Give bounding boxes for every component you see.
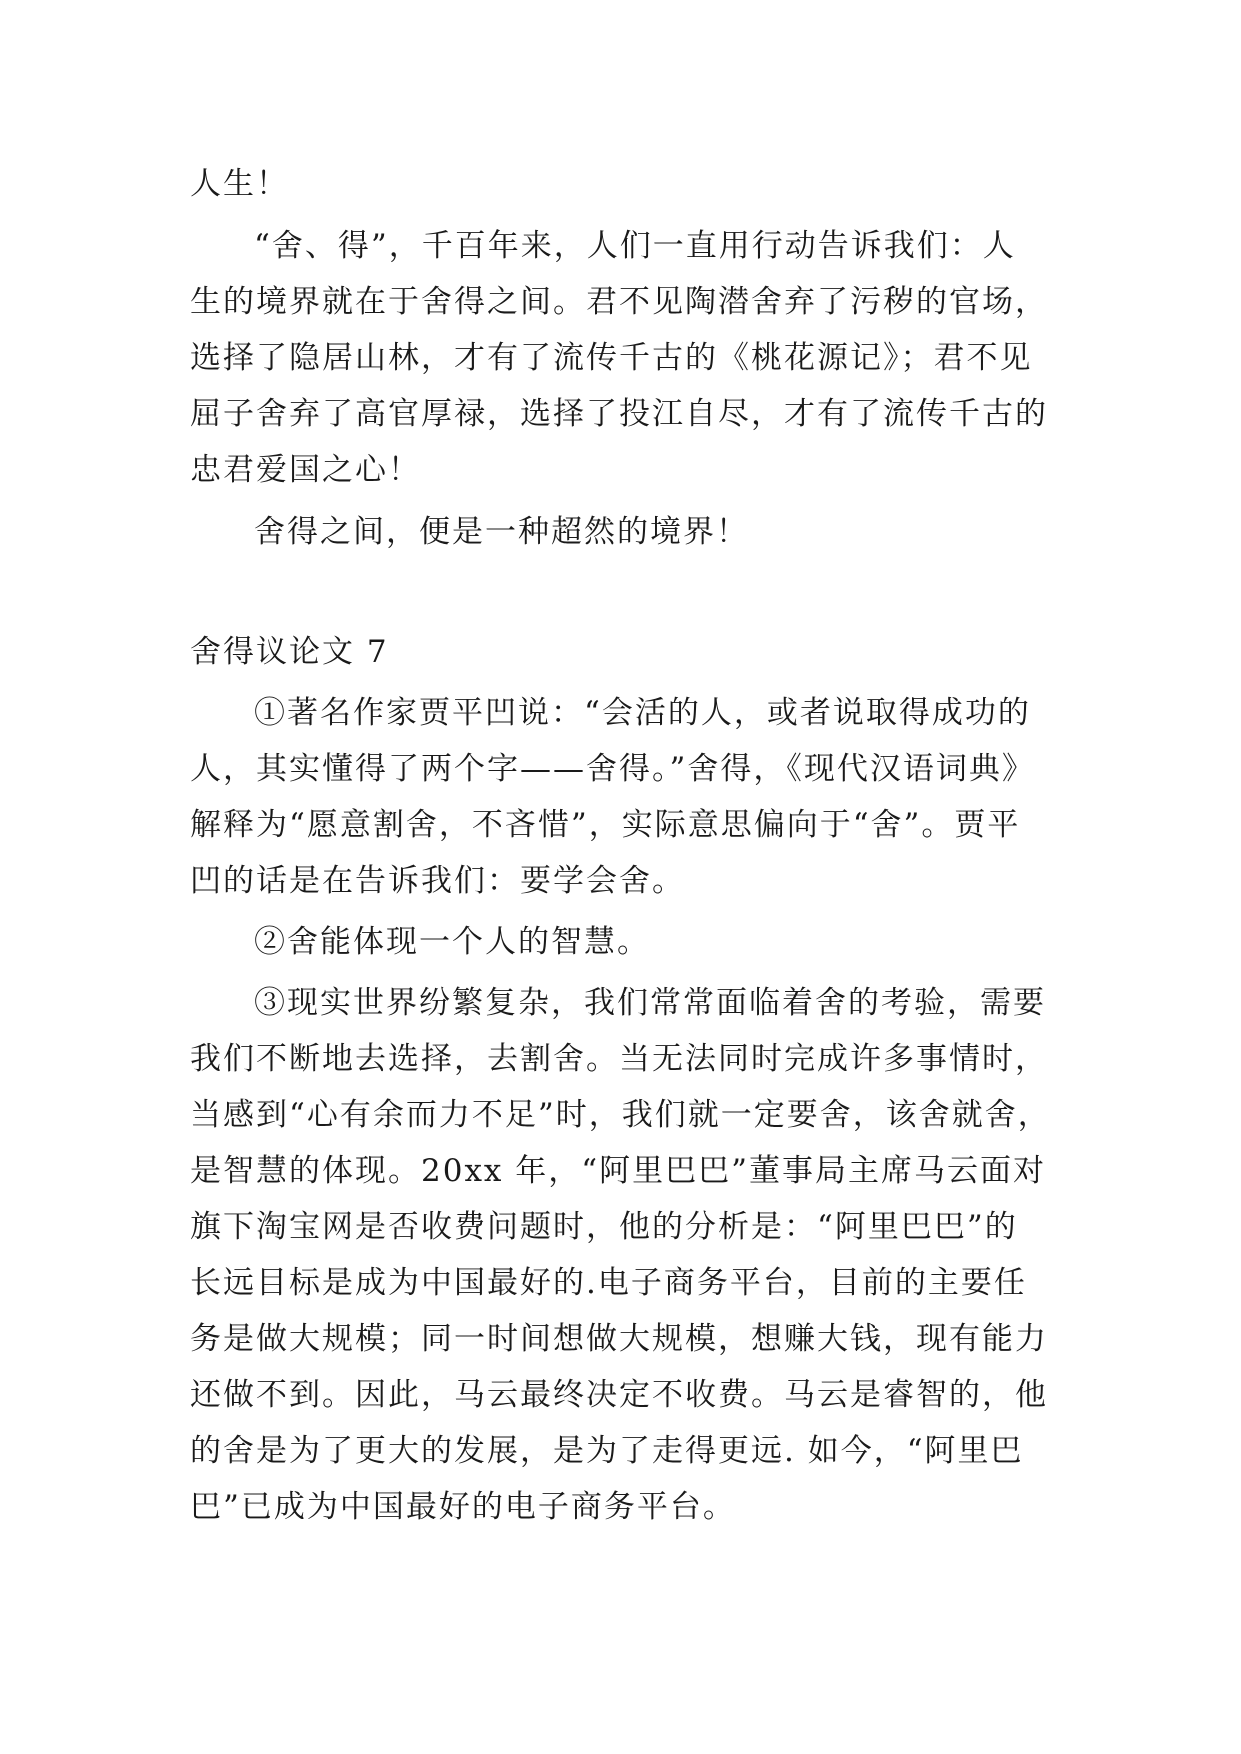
text-line: 忠君爱国之心！ xyxy=(190,452,421,488)
text-line: ③现实世界纷繁复杂，我们常常面临着舍的考验，需要 xyxy=(254,985,1046,1021)
text-line: 当感到“心有余而力不足”时，我们就一定要舍，该舍就舍， xyxy=(190,1097,1051,1133)
text-line: 凹的话是在告诉我们：要学会舍。 xyxy=(190,863,685,899)
text-line: 人生！ xyxy=(190,166,289,202)
text-line: 务是做大规模；同一时间想做大规模，想赚大钱，现有能力 xyxy=(190,1321,1048,1357)
text-line: 生的境界就在于舍得之间。君不见陶潜舍弃了污秽的官场， xyxy=(190,284,1048,320)
text-line: 长远目标是成为中国最好的.电子商务平台，目前的主要任 xyxy=(190,1265,1027,1301)
text-line: 舍得之间，便是一种超然的境界！ xyxy=(254,514,749,550)
text-line: 旗下淘宝网是否收费问题时，他的分析是：“阿里巴巴”的 xyxy=(190,1209,1018,1245)
section-title: 舍得议论文 7 xyxy=(190,634,389,670)
text-line: ②舍能体现一个人的智慧。 xyxy=(254,924,650,960)
text-line: 的舍是为了更大的发展，是为了走得更远. 如今，“阿里巴 xyxy=(190,1433,1024,1469)
text-line: 还做不到。因此，马云最终决定不收费。马云是睿智的，他 xyxy=(190,1377,1048,1413)
text-line: 是智慧的体现。20xx 年，“阿里巴巴”董事局主席马云面对 xyxy=(190,1153,1046,1189)
text-line: 屈子舍弃了高官厚禄，选择了投江自尽，才有了流传千古的 xyxy=(190,396,1048,432)
text-line: 人，其实懂得了两个字——舍得。”舍得，《现代汉语词典》 xyxy=(190,751,1035,787)
text-line: 巴”已成为中国最好的电子商务平台。 xyxy=(190,1489,736,1525)
text-line: ①著名作家贾平凹说：“会活的人，或者说取得成功的 xyxy=(254,695,1031,731)
text-line: 选择了隐居山林，才有了流传千古的《桃花源记》；君不见 xyxy=(190,340,1033,376)
text-line: 解释为“愿意割舍，不吝惜”，实际意思偏向于“舍”。贾平 xyxy=(190,807,1021,843)
text-line: “舍、得”，千百年来，人们一直用行动告诉我们：人 xyxy=(254,228,1016,264)
text-line: 我们不断地去选择，去割舍。当无法同时完成许多事情时， xyxy=(190,1041,1048,1077)
